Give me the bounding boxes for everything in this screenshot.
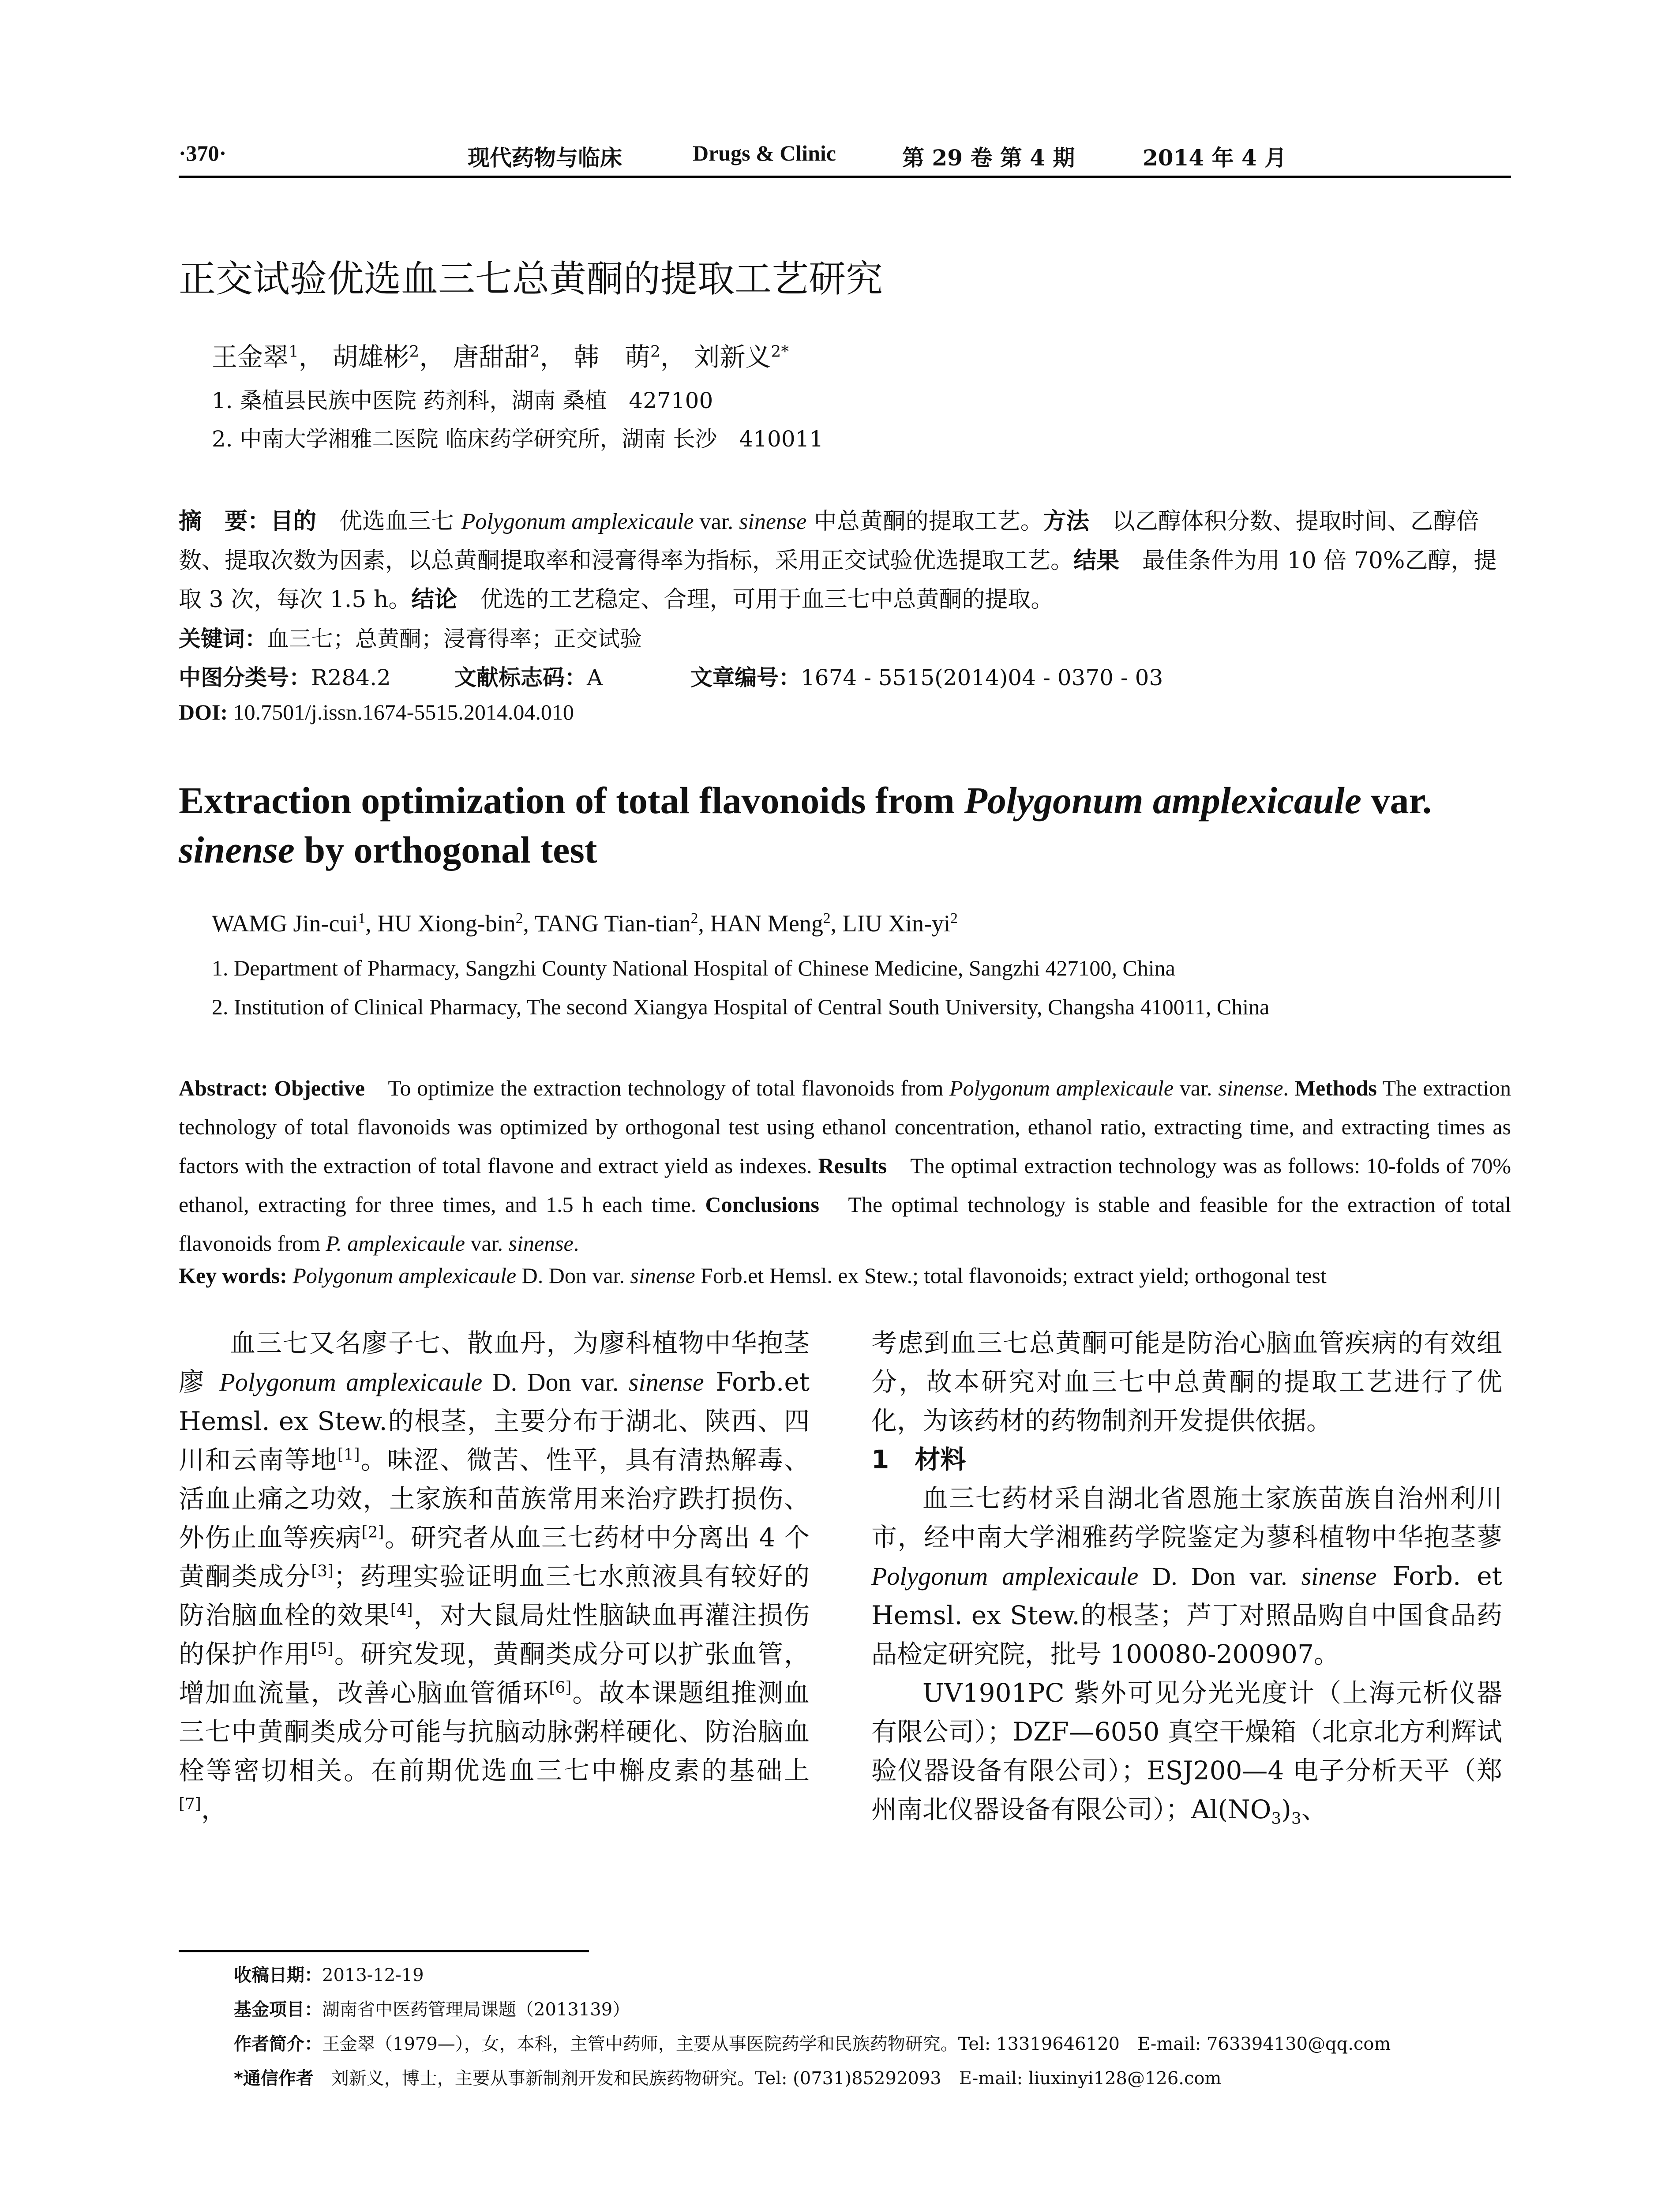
objective-text: 中总黄酮的提取工艺。 (806, 508, 1043, 535)
objective-text: To optimize the extraction technology of total flavonoids from (364, 1076, 950, 1100)
objective-text: . (1283, 1076, 1295, 1100)
author-en: LIU Xin-yi (842, 910, 951, 937)
conclusions-label: 结论 (411, 586, 458, 613)
body-paragraph (179, 1324, 810, 1829)
author-aff-mark: 2 (690, 910, 698, 927)
author-en: HU Xiong-bin (377, 910, 516, 937)
article-no-value: 1674 - 5515(2014)04 - 0370 - 03 (801, 665, 1163, 690)
body-text: ，对大鼠局灶性脑缺血再灌注损伤的保护作用 (179, 1600, 810, 1669)
author-aff-mark: 2* (771, 342, 789, 361)
footnote-label: 基金项目： (234, 2000, 322, 2020)
latin-name: Polygonum amplexicaule (461, 509, 694, 534)
doi-value: 10.7501/j.issn.1674-5515.2014.04.010 (228, 700, 574, 724)
body-text: ；药理实验证明血三七水煎液具有较好的防治脑血栓的效果 (179, 1561, 810, 1630)
latin-name: sinense (508, 1231, 574, 1256)
subscript: 3 (1271, 1809, 1282, 1828)
citation: [7] (179, 1795, 201, 1813)
title-en (179, 776, 1511, 874)
author-aff-mark: 1 (358, 910, 366, 927)
body-text: 。味涩、微苦、性平，具有清热解毒、活血止痛之功效，土家族和苗族常用来治疗跌打损伤、外伤止血等疾病 (179, 1445, 810, 1553)
objective-text: 优选血三七 (316, 508, 461, 535)
latin-name: Polygonum amplexicaule (949, 1076, 1174, 1100)
footnote-text: 刘新义，博士，主要从事新制剂开发和民族药物研究。Tel: (0731)85292093 E-mail: liuxinyi128@126.com (313, 2068, 1222, 2089)
body-text: D. Don var. (482, 1368, 629, 1396)
keywords-en-label: Key words: (179, 1263, 287, 1288)
body-column-left (179, 1324, 810, 1829)
clc-label: 中图分类号： (179, 665, 311, 690)
abstract-en (179, 1069, 1511, 1263)
citation: [2] (361, 1523, 384, 1542)
footnote-received (234, 1958, 1391, 1992)
conclusions-text: 优选的工艺稳定、合理，可用于血三七中总黄酮的提取。 (457, 586, 1054, 613)
body-text: ) (1281, 1794, 1291, 1824)
keywords-cn (179, 621, 642, 653)
journal-name-cn: 现代药物与临床 (468, 145, 622, 171)
methods-text: 以乙醇体积分数、提取时间、乙醇倍数、提取次数为因素，以总黄酮提取率和浸膏得率为指标，采用正交试验优选提取工艺。 (179, 508, 1479, 574)
keywords-text: 血三七；总黄酮；浸膏得率；正交试验 (267, 626, 642, 652)
footnotes (234, 1958, 1391, 2096)
footnote-text: 湖南省中医药管理局课题（2013139） (322, 2000, 630, 2020)
footnote-label: 收稿日期： (234, 1965, 322, 1985)
keywords-label: 关键词： (179, 626, 267, 652)
results-label: 结果 (1073, 548, 1120, 574)
author-cn: 韩 萌 (573, 342, 650, 372)
latin-name: sinense (1301, 1562, 1377, 1591)
footnote-divider (179, 1950, 589, 1952)
body-column-right (871, 1324, 1502, 1829)
doc-code-value: A (587, 665, 603, 690)
latin-name: sinense (739, 509, 807, 534)
author-aff-mark: 2 (515, 910, 523, 927)
title-en-latin: sinense (179, 829, 295, 871)
results-text: The optimal extraction technology was as follows: 10-folds of 70% ethanol, extracting for three times, and 1.5 h each time. (179, 1153, 1511, 1217)
author-cn: 王金翠 (212, 342, 289, 372)
body-text: 。故本课题组推测血三七中黄酮类成分可能与抗脑动脉粥样硬化、防治脑血栓等密切相关。在前期优选血三七中槲皮素的基础上 (179, 1678, 810, 1786)
methods-text: The extraction technology of total flavonoids was optimized by orthogonal test using ethanol concentration, ethanol ratio, extracting time, and extracting times as factors with the extraction of total flavone and extract yield as indexes. (179, 1076, 1511, 1178)
footnote-author (234, 2027, 1391, 2061)
keywords-en (179, 1263, 1511, 1288)
methods-label: Methods (1294, 1076, 1377, 1100)
abstract-label: 摘 要： (179, 508, 271, 535)
citation: [5] (311, 1639, 334, 1658)
issue-date: 2014 年 4 月 (1143, 145, 1287, 171)
affiliation-cn: 1. 桑植县民族中医院 药剂科，湖南 桑植 427100 (212, 388, 713, 413)
affiliation-cn: 2. 中南大学湘雅二医院 临床药学研究所，湖南 长沙 410011 (212, 426, 824, 452)
citation: [6] (549, 1678, 572, 1697)
author-aff-mark: 2 (650, 342, 660, 361)
body-text: 。研究发现，黄酮类成分可以扩张血管，增加血流量，改善心脑血管循环 (179, 1639, 810, 1708)
body-text: D. Don var. (1138, 1562, 1301, 1591)
objective-text: var. (694, 509, 739, 534)
abstract-cn (179, 502, 1511, 619)
results-label: Results (818, 1153, 887, 1178)
citation: [4] (390, 1601, 413, 1619)
authors-cn: 王金翠$^1$， 胡雄彬$^2$， 唐甜甜$^2$， 韩 萌$^2$， 刘新义$^{2*}$ (212, 342, 789, 372)
author-en: TANG Tian-tian (534, 910, 691, 937)
objective-label: 目的 (270, 508, 317, 535)
body-text: Forb. et Hemsl. ex Stew.的根茎；芦丁对照品购自中国食品药品检定研究院，批号 100080-200907。 (871, 1561, 1502, 1669)
affiliation-en: 2. Institution of Clinical Pharmacy, The second Xiangya Hospital of Central South University, Changsha 410011, China (212, 994, 1270, 1019)
body-paragraph (871, 1479, 1502, 1673)
conclusions-text: The optimal technology is stable and feasible for the extraction of total flavonoids from (179, 1192, 1511, 1256)
author-aff-mark: 2 (529, 342, 540, 361)
keywords-en-text: Forb.et Hemsl. ex Stew.; total flavonoids; extract yield; orthogonal test (695, 1263, 1327, 1288)
body-text: 。研究者从血三七药材中分离出 4 个黄酮类成分 (179, 1523, 810, 1591)
clc-value: R284.2 (311, 665, 391, 690)
title-en-text: Extraction optimization of total flavonoids from (179, 779, 964, 822)
affiliation-en: 1. Department of Pharmacy, Sangzhi County National Hospital of Chinese Medicine, Sangzhi 427100, China (212, 956, 1175, 980)
body-paragraph: 考虑到血三七总黄酮可能是防治心脑血管疾病的有效组分，故本研究对血三七中总黄酮的提取工艺进行了优化，为该药材的药物制剂开发提供依据。 (871, 1328, 1502, 1436)
author-cn: 胡雄彬 (332, 342, 409, 372)
body-text: 、 (1301, 1794, 1327, 1824)
title-cn: 正交试验优选血三七总黄酮的提取工艺研究 (179, 257, 883, 300)
latin-name: sinense (1218, 1076, 1283, 1100)
journal-name-en: Drugs & Clinic (693, 141, 836, 165)
authors-en: WAMG Jin-cui$^1$, HU Xiong-bin$^2$, TANG Tian-tian$^2$, HAN Meng$^2$, LIU Xin-$yi^2$ (212, 910, 958, 937)
author-aff-mark: 1 (289, 342, 299, 361)
footnote-text: 2013-12-19 (322, 1965, 424, 1985)
footnote-correspondence (234, 2061, 1391, 2096)
body-paragraph (871, 1673, 1502, 1829)
volume-issue: 第 29 卷 第 4 期 (902, 145, 1075, 171)
objective-text: var. (1174, 1076, 1219, 1100)
body-text: 血三七又名廖子七、散血丹，为廖科植物中华抱茎廖 (179, 1328, 810, 1397)
author-aff-mark: 2 (950, 910, 958, 927)
classification-line (179, 660, 1163, 692)
latin-name: Polygonum amplexicaule (219, 1368, 483, 1396)
body-text: Forb.et Hemsl. ex Stew.的根茎，主要分布于湖北、陕西、四川和云南等地 (179, 1367, 810, 1475)
title-en-text: by orthogonal test (294, 829, 597, 871)
conclusions-text: var. (465, 1231, 509, 1256)
latin-name: Polygonum amplexicaule (871, 1562, 1139, 1591)
author-aff-mark: 2 (823, 910, 831, 927)
latin-name: sinense (628, 1368, 704, 1396)
body-text: 血三七药材采自湖北省恩施土家族苗族自治州利川市，经中南大学湘雅药学院鉴定为蓼科植物中华抱茎蓼 (871, 1483, 1502, 1552)
body-text: ， (201, 1794, 227, 1824)
citation: [1] (337, 1445, 360, 1464)
citation: [3] (311, 1562, 334, 1580)
latin-name: P. amplexicaule (326, 1231, 465, 1256)
title-en-latin: Polygonum amplexicaule (964, 779, 1361, 822)
author-cn: 唐甜甜 (453, 342, 530, 372)
footnote-fund (234, 1992, 1391, 2027)
methods-label: 方法 (1043, 508, 1089, 535)
running-header (179, 140, 1511, 178)
author-aff-mark: 2 (409, 342, 420, 361)
doc-code-label: 文献标志码： (454, 665, 587, 690)
doi-line (179, 699, 574, 725)
title-en-text: var. (1361, 779, 1432, 822)
author-cn: 刘新义 (694, 342, 771, 372)
conclusions-label: Conclusions (705, 1192, 819, 1217)
footnote-label: *通信作者 (234, 2068, 314, 2089)
conclusions-text: . (573, 1231, 579, 1256)
latin-name: Polygonum amplexicaule (287, 1263, 517, 1288)
page-number: ·370· (179, 141, 227, 165)
abstract-en-label: Abstract: Objective (179, 1076, 365, 1100)
footnote-label: 作者简介： (234, 2034, 322, 2054)
body-text: UV1901PC 紫外可见分光光度计（上海元析仪器有限公司）；DZF—6050 真空干燥箱（北京北方利辉试验仪器设备有限公司）；ESJ200—4 电子分析天平（郑州南北仪器设备有限公司）；Al(NO (871, 1678, 1502, 1824)
author-en: HAN Meng (710, 910, 823, 937)
article-no-label: 文章编号： (690, 665, 801, 690)
author-en: WAMG Jin-cui (212, 910, 358, 937)
doi-label: DOI: (179, 700, 228, 724)
footnote-text: 王金翠（1979—），女，本科，主管中药师，主要从事医院药学和民族药物研究。Tel: 13319646120 E-mail: 763394130@qq.com (322, 2034, 1391, 2054)
section-heading: 1 材料 (871, 1444, 966, 1474)
latin-name: sinense (630, 1263, 695, 1288)
subscript: 3 (1291, 1809, 1301, 1828)
keywords-en-text: D. Don var. (516, 1263, 630, 1288)
results-text: 最佳条件为用 10 倍 70%乙醇，提取 3 次，每次 1.5 h。 (179, 548, 1497, 613)
